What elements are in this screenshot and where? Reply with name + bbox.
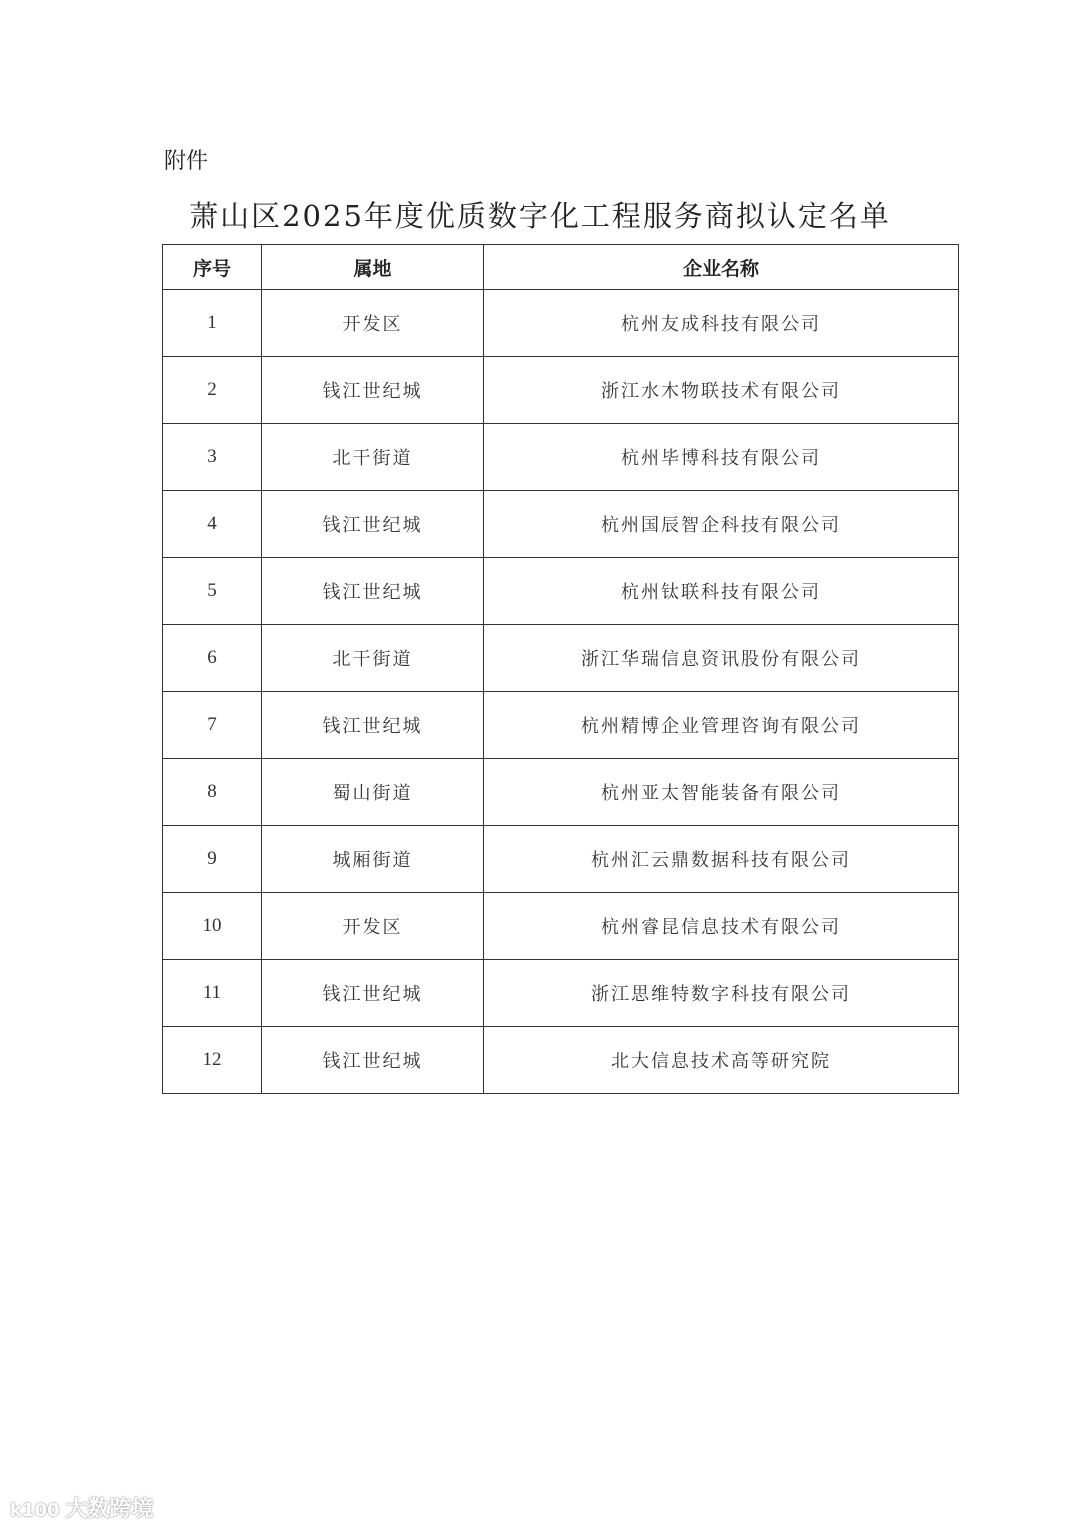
attachment-label: 附件 — [164, 149, 209, 174]
district-cell: 北干街道 — [262, 625, 484, 692]
company-cell: 杭州国辰智企科技有限公司 — [484, 491, 959, 558]
district-cell: 开发区 — [262, 290, 484, 357]
index-cell: 2 — [163, 357, 262, 424]
table-row — [163, 826, 959, 893]
index-cell: 1 — [163, 290, 262, 357]
index-cell: 9 — [163, 826, 262, 893]
table-row — [163, 558, 959, 625]
district-cell: 开发区 — [262, 893, 484, 960]
table-row — [163, 424, 959, 491]
table-row — [163, 357, 959, 424]
company-cell: 浙江华瑞信息资讯股份有限公司 — [484, 625, 959, 692]
index-cell: 3 — [163, 424, 262, 491]
table-row — [163, 290, 959, 357]
provider-list-table — [162, 244, 959, 1094]
table-header-row — [163, 245, 959, 290]
company-cell: 杭州友成科技有限公司 — [484, 290, 959, 357]
index-cell: 11 — [163, 960, 262, 1027]
district-cell: 钱江世纪城 — [262, 1027, 484, 1094]
table-row — [163, 491, 959, 558]
index-cell: 4 — [163, 491, 262, 558]
document-title: 萧山区2025年度优质数字化工程服务商拟认定名单 — [189, 199, 891, 233]
watermark-text: 大数跨境 — [65, 1497, 154, 1522]
district-cell: 城厢街道 — [262, 826, 484, 893]
district-cell: 钱江世纪城 — [262, 357, 484, 424]
watermark-logo: k100 — [10, 1500, 60, 1521]
company-cell: 浙江思维特数字科技有限公司 — [484, 960, 959, 1027]
index-cell: 5 — [163, 558, 262, 625]
district-cell: 钱江世纪城 — [262, 692, 484, 759]
table-row — [163, 893, 959, 960]
header-index: 序号 — [163, 245, 262, 290]
table-row — [163, 692, 959, 759]
company-cell: 杭州睿昆信息技术有限公司 — [484, 893, 959, 960]
company-cell: 杭州钛联科技有限公司 — [484, 558, 959, 625]
company-cell: 北大信息技术高等研究院 — [484, 1027, 959, 1094]
index-cell: 8 — [163, 759, 262, 826]
district-cell: 钱江世纪城 — [262, 558, 484, 625]
company-cell: 杭州毕博科技有限公司 — [484, 424, 959, 491]
company-cell: 杭州汇云鼎数据科技有限公司 — [484, 826, 959, 893]
table-row — [163, 759, 959, 826]
company-cell: 杭州亚太智能装备有限公司 — [484, 759, 959, 826]
table-row — [163, 960, 959, 1027]
index-cell: 10 — [163, 893, 262, 960]
district-cell: 蜀山街道 — [262, 759, 484, 826]
table-row — [163, 625, 959, 692]
table-row — [163, 1027, 959, 1094]
watermark — [10, 1492, 154, 1523]
index-cell: 12 — [163, 1027, 262, 1094]
district-cell: 钱江世纪城 — [262, 960, 484, 1027]
district-cell: 北干街道 — [262, 424, 484, 491]
company-cell: 浙江水木物联技术有限公司 — [484, 357, 959, 424]
header-district: 属地 — [262, 245, 484, 290]
header-company: 企业名称 — [484, 245, 959, 290]
district-cell: 钱江世纪城 — [262, 491, 484, 558]
index-cell: 6 — [163, 625, 262, 692]
company-cell: 杭州精博企业管理咨询有限公司 — [484, 692, 959, 759]
index-cell: 7 — [163, 692, 262, 759]
